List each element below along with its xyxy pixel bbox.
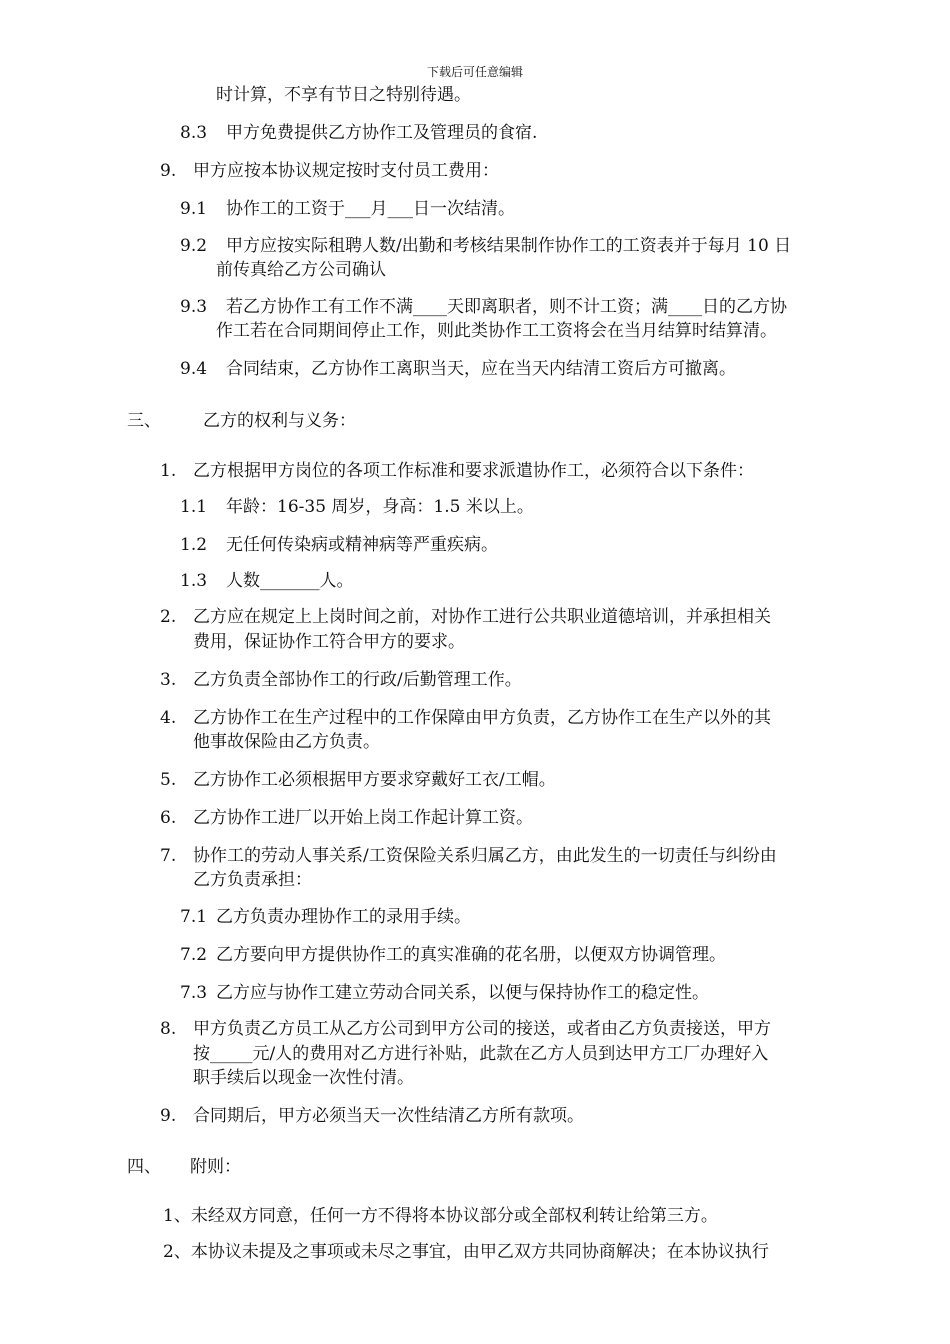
clause-number: 9.2 (180, 236, 208, 256)
text-line: 乙方应与协作工建立劳动合同关系，以便与保持协作工的稳定性。 (216, 983, 709, 1003)
clause-number: 7.2 (180, 945, 208, 965)
section-title: 附则： (190, 1157, 241, 1177)
section-number: 四、 (127, 1157, 161, 1177)
clause-number: 8.3 (180, 123, 208, 143)
text-line: 乙方协作工在生产过程中的工作保障由甲方负责，乙方协作工在生产以外的其 (193, 708, 771, 728)
text-line: 乙方应在规定上上岗时间之前，对协作工进行公共职业道德培训，并承担相关 (193, 607, 771, 627)
text-line: 按_____元/人的费用对乙方进行补贴，此款在乙方人员到达甲方工厂办理好入 (193, 1044, 769, 1064)
clause-number: 9. (160, 161, 177, 181)
clause-number: 1.3 (180, 571, 208, 591)
text-line: 合同结束，乙方协作工离职当天，应在当天内结清工资后方可撤离。 (226, 359, 736, 379)
text-line: 年龄：16-35 周岁，身高：1.5 米以上。 (226, 497, 534, 517)
clause-number: 7. (160, 846, 177, 866)
clause-number: 4. (160, 708, 177, 728)
clause-number: 7.3 (180, 983, 208, 1003)
text-line: 费用，保证协作工符合甲方的要求。 (193, 632, 465, 652)
text-line: 2、本协议未提及之事项或未尽之事宜，由甲乙双方共同协商解决；在本协议执行 (163, 1242, 769, 1262)
text-line: 甲方应按本协议规定按时支付员工费用： (193, 161, 499, 181)
clause-number: 5. (160, 770, 177, 790)
text-line: 无任何传染病或精神病等严重疾病。 (226, 535, 498, 555)
clause-number: 9. (160, 1106, 177, 1126)
clause-number: 7.1 (180, 907, 208, 927)
text-line: 甲方应按实际租聘人数/出勤和考核结果制作协作工的工资表并于每月 10 日 (226, 236, 792, 256)
text-line: 合同期后，甲方必须当天一次性结清乙方所有款项。 (193, 1106, 584, 1126)
clause-number: 3. (160, 670, 177, 690)
text-line: 时计算，不享有节日之特别待遇。 (216, 85, 471, 105)
clause-number: 9.3 (180, 297, 208, 317)
clause-number: 6. (160, 808, 177, 828)
text-line: 甲方免费提供乙方协作工及管理员的食宿. (226, 123, 538, 143)
clause-number: 2. (160, 607, 177, 627)
text-line: 乙方要向甲方提供协作工的真实准确的花名册，以便双方协调管理。 (216, 945, 726, 965)
text-line: 若乙方协作工有工作不满____天即离职者，则不计工资；满____日的乙方协 (226, 297, 787, 317)
section-title: 乙方的权利与义务： (203, 411, 356, 431)
text-line: 乙方协作工进厂以开始上岗工作起计算工资。 (193, 808, 533, 828)
clause-number: 1.2 (180, 535, 208, 555)
text-line: 1、未经双方同意，任何一方不得将本协议部分或全部权利转让给第三方。 (163, 1206, 718, 1226)
text-line: 乙方协作工必须根据甲方要求穿戴好工衣/工帽。 (193, 770, 556, 790)
clause-number: 9.4 (180, 359, 208, 379)
page-header-note: 下载后可任意编辑 (426, 65, 523, 79)
text-line: 乙方负责全部协作工的行政/后勤管理工作。 (193, 670, 522, 690)
text-line: 他事故保险由乙方负责。 (193, 732, 380, 752)
clause-number: 9.1 (180, 199, 208, 219)
text-line: 协作工的劳动人事关系/工资保险关系归属乙方，由此发生的一切责任与纠纷由 (193, 846, 777, 866)
text-line: 作工若在合同期间停止工作，则此类协作工工资将会在当月结算时结算清。 (216, 321, 777, 341)
clause-number: 8. (160, 1019, 177, 1039)
text-line: 乙方负责办理协作工的录用手续。 (216, 907, 471, 927)
section-number: 三、 (127, 411, 161, 431)
text-line: 人数_______人。 (226, 571, 354, 591)
text-line: 乙方负责承担： (193, 870, 312, 890)
clause-number: 1. (160, 461, 177, 481)
text-line: 乙方根据甲方岗位的各项工作标准和要求派遣协作工，必须符合以下条件： (193, 461, 754, 481)
clause-number: 1.1 (180, 497, 208, 517)
text-line: 协作工的工资于___月___日一次结清。 (226, 199, 515, 219)
text-line: 职手续后以现金一次性付清。 (193, 1068, 414, 1088)
text-line: 前传真给乙方公司确认 (216, 260, 386, 280)
text-line: 甲方负责乙方员工从乙方公司到甲方公司的接送，或者由乙方负责接送，甲方 (193, 1019, 771, 1039)
